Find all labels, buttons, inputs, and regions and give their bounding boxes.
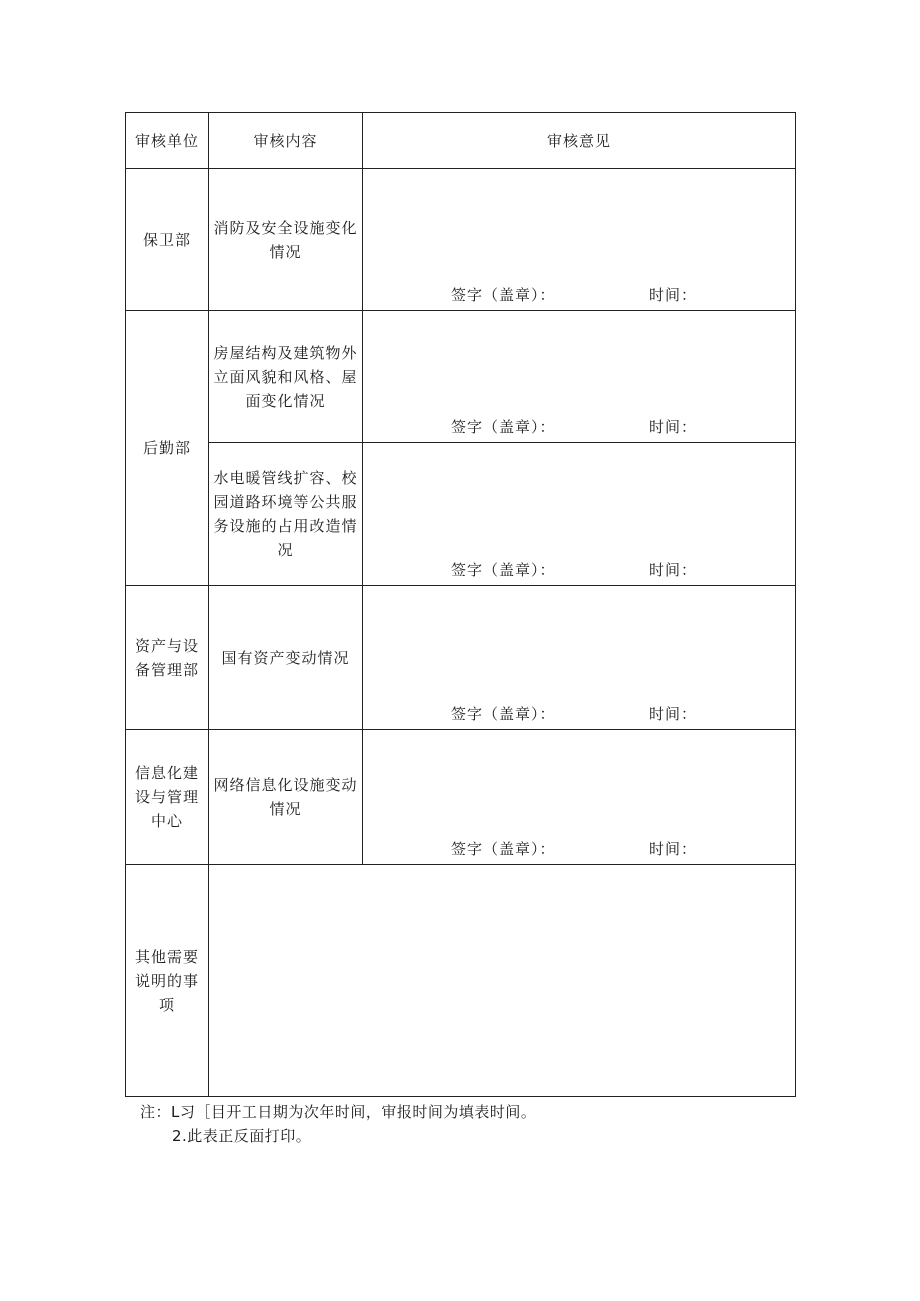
unit-it: 信息化建设与管理中心 xyxy=(126,730,209,865)
sign-label: 签字（盖章）： xyxy=(451,561,556,579)
content-logistics-b: 水电暖管线扩容、校园道路环境等公共服务设施的占用改造情况 xyxy=(209,443,363,586)
unit-other: 其他需要说明的事项 xyxy=(126,865,209,1097)
row-other xyxy=(126,865,796,1097)
time-label: 时间： xyxy=(649,286,698,304)
row-it xyxy=(126,730,796,865)
sign-label: 签字（盖章）： xyxy=(451,705,556,723)
sign-label: 签字（盖章）： xyxy=(451,286,556,304)
note-line-1: 注：L习［目开工日期为次年时间，审报时间为填表时间。 xyxy=(140,1103,537,1121)
header-row xyxy=(126,113,796,169)
content-it: 网络信息化设施变动情况 xyxy=(209,730,363,865)
opinion-cell-assets[interactable] xyxy=(363,586,796,730)
time-label: 时间： xyxy=(649,418,698,436)
time-label: 时间： xyxy=(649,561,698,579)
row-logistics-a xyxy=(126,311,796,443)
header-opinion: 审核意见 xyxy=(363,113,796,169)
content-assets: 国有资产变动情况 xyxy=(209,586,363,730)
review-table xyxy=(125,112,796,1097)
other-notes-cell[interactable] xyxy=(209,865,796,1097)
footnotes xyxy=(140,1100,536,1148)
row-assets xyxy=(126,586,796,730)
unit-logistics: 后勤部 xyxy=(126,311,209,586)
opinion-cell-logistics-a[interactable] xyxy=(363,311,796,443)
note-line-2: 2.此表正反面打印。 xyxy=(172,1127,312,1145)
sign-label: 签字（盖章）： xyxy=(451,418,556,436)
opinion-cell-logistics-b[interactable] xyxy=(363,443,796,586)
header-content: 审核内容 xyxy=(209,113,363,169)
opinion-cell-security[interactable] xyxy=(363,169,796,311)
time-label: 时间： xyxy=(649,705,698,723)
content-logistics-a: 房屋结构及建筑物外立面风貌和风格、屋面变化情况 xyxy=(209,311,363,443)
header-unit: 审核单位 xyxy=(126,113,209,169)
unit-security: 保卫部 xyxy=(126,169,209,311)
opinion-cell-it[interactable] xyxy=(363,730,796,865)
sign-label: 签字（盖章）： xyxy=(451,840,556,858)
time-label: 时间： xyxy=(649,840,698,858)
content-security: 消防及安全设施变化情况 xyxy=(209,169,363,311)
row-logistics-b xyxy=(126,443,796,586)
row-security xyxy=(126,169,796,311)
unit-assets: 资产与设备管理部 xyxy=(126,586,209,730)
